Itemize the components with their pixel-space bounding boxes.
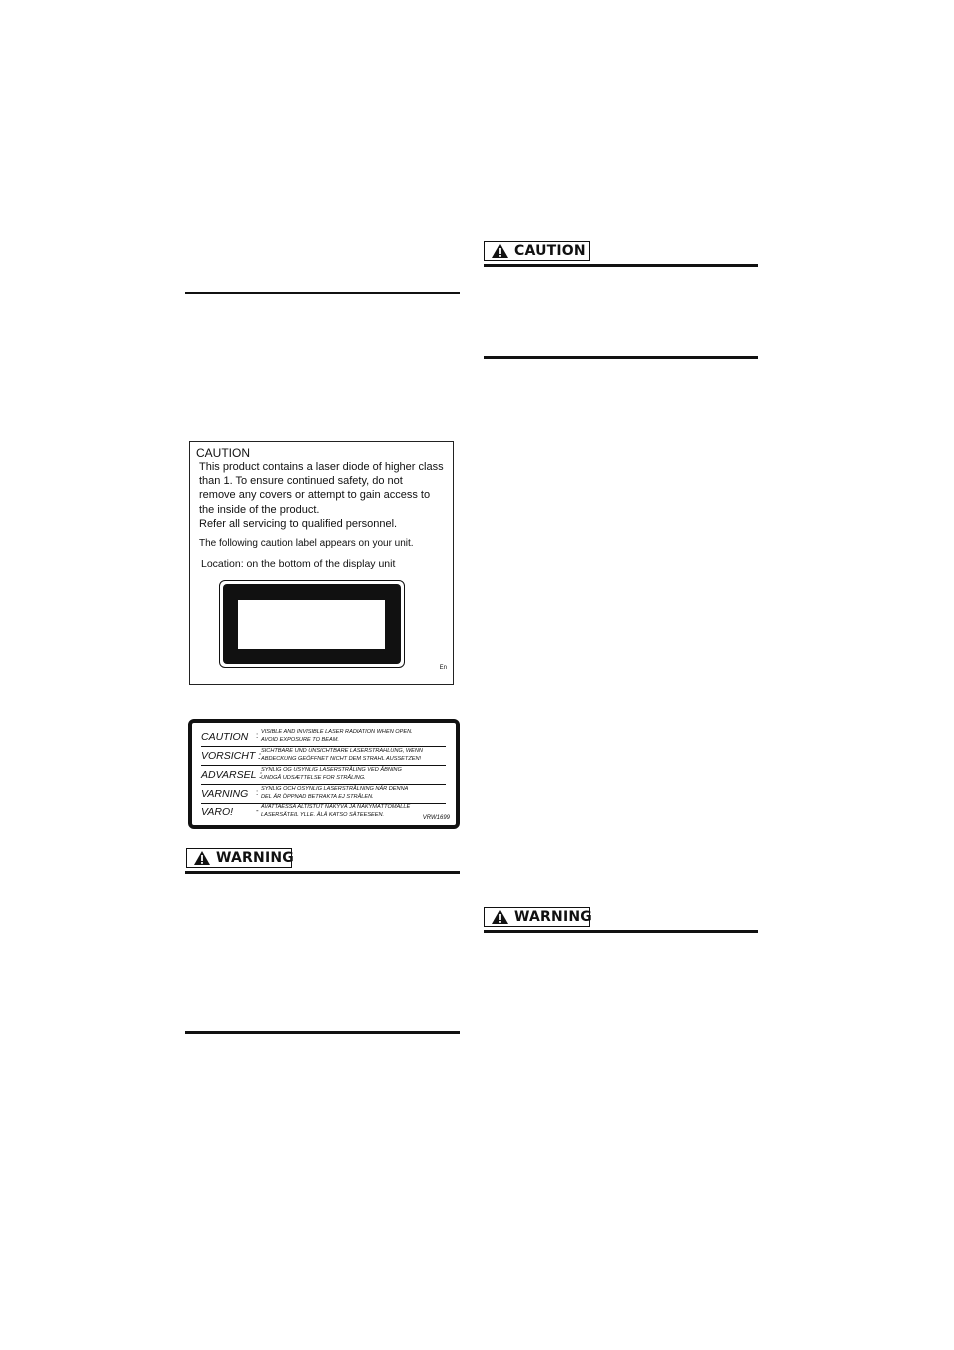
warning-row-varo: VARO! - AVATTAESSA ALTISTUT NÄKYVÄ JA NÄKYMÄTTÖMÄLLE LASERSÄTEIL YLLE. ÄLÄ KATSO SÄTEESEEN. xyxy=(201,804,411,818)
warning-row-lang: VORSICHT : xyxy=(201,750,262,762)
section-rule-left-warning xyxy=(185,871,460,874)
warning-row-text: VISIBLE AND INVISIBLE LASER RADIATION WHEN OPEN. AVOID EXPOSURE TO BEAM. xyxy=(261,729,413,743)
warning-badge-left xyxy=(186,848,292,868)
warning-row-text: SYNLIG OCH OSYNLIG LASERSTRÅLNING NÄR DENNA DEL ÄR ÖPPNAD BETRAKTA EJ STRÅLEN. xyxy=(261,786,409,800)
warning-row-text: SYNLIG OG USYNLIG LASERSTRÅLING VED ÅBNING UNDGÅ UDSÆTTELSE FOR STRÅLING. xyxy=(261,767,402,781)
section-rule-right-caution xyxy=(484,264,758,267)
laser-caution-notice xyxy=(189,441,454,685)
section-rule-left-bottom xyxy=(185,1031,460,1034)
warning-badge-right-label: WARNING xyxy=(514,909,592,925)
warning-row-lang: VARO! xyxy=(201,806,234,818)
warning-row-lang: VARNING xyxy=(201,788,249,800)
warning-row-caution: CAUTION : VISIBLE AND INVISIBLE LASER RADIATION WHEN OPEN. AVOID EXPOSURE TO BEAM. xyxy=(201,728,446,747)
laser-label-illustration xyxy=(219,580,405,668)
warning-badge-left-label: WARNING xyxy=(216,850,294,866)
caution-badge-label: CAUTION xyxy=(514,243,586,259)
section-rule-right-warning xyxy=(484,930,758,933)
warning-triangle-icon xyxy=(491,909,509,925)
warning-row-varning: VARNING : SYNLIG OCH OSYNLIG LASERSTRÅLNING NÄR DENNA DEL ÄR ÖPPNAD BETRAKTA EJ STRÅLEN. xyxy=(201,785,446,804)
warning-row-vorsicht xyxy=(201,747,446,766)
section-rule-left-top xyxy=(185,292,460,294)
laser-notice-lang-code: En xyxy=(439,665,447,671)
laser-notice-paragraph: This product contains a laser diode of higher class than 1. To ensure continued safety, do not remove any covers or attempt to gain access to the inside of the product. Refer all servicing to qualified personnel. xyxy=(199,461,444,530)
caution-badge xyxy=(484,241,590,261)
warning-label-code: VRW1699 xyxy=(422,815,450,821)
warning-row-advarsel xyxy=(201,766,446,785)
warning-triangle-icon xyxy=(193,850,211,866)
warning-row-text: AVATTAESSA ALTISTUT NÄKYVÄ JA NÄKYMÄTTÖMÄLLE LASERSÄTEIL YLLE. ÄLÄ KATSO SÄTEESEEN. xyxy=(261,804,411,818)
laser-notice-title: CAUTION xyxy=(196,446,250,460)
warning-row-text: SICHTBARE UND UNSICHTBARE LASERSTRAHLUNG, WENN ABDECKUNG GEÖFFNET NICHT DEM STRAHL AUSSETZEN! xyxy=(261,748,423,762)
multilingual-laser-warning-label xyxy=(188,719,460,829)
laser-notice-following: The following caution label appears on your unit. xyxy=(199,538,414,549)
warning-triangle-icon xyxy=(491,243,509,259)
warning-row-lang: CAUTION xyxy=(201,731,249,743)
section-rule-right-mid xyxy=(484,356,758,359)
warning-row-lang: ADVARSEL : xyxy=(201,769,263,781)
warning-badge-right xyxy=(484,907,590,927)
laser-notice-location: Location: on the bottom of the display unit xyxy=(201,558,396,570)
